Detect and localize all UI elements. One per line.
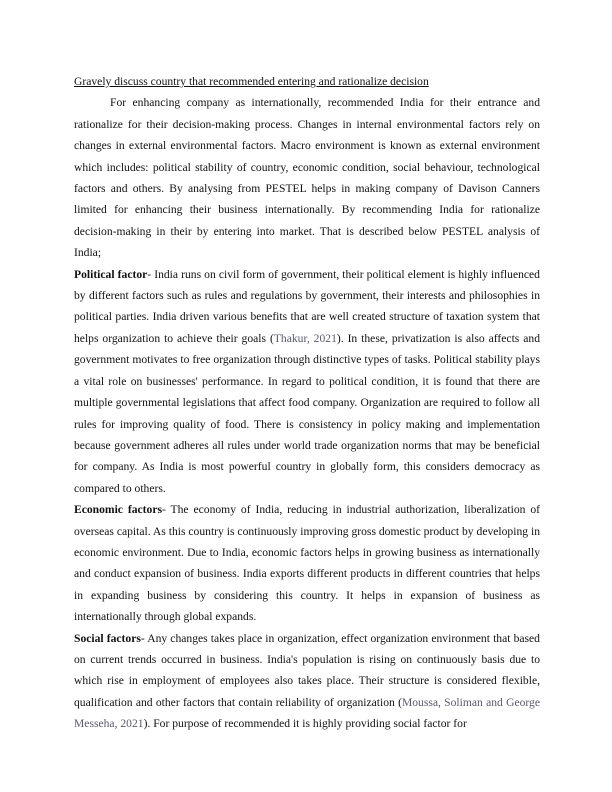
political-factor-label: Political factor [74, 267, 148, 281]
intro-paragraph: For enhancing company as internationally, recommended India for their entrance and rationalize for their decision-making process. Changes in internal environmental factors rely on changes in external environmental factors. Macro environment is known as external environment which includes: political stability of country, economic condition, social behaviour, technological factors and others. By analysing from PESTEL helps in making company of Davison Canners limited for enhancing their business internationally. By recommending India for rationalize decision-making in their by entering into market. That is described below PESTEL analysis of India; [74, 96, 540, 260]
economic-factor-label: Economic factors [74, 503, 162, 517]
social-factor-paragraph [74, 628, 540, 735]
economic-factor-paragraph [74, 499, 540, 627]
social-factor-label: Social factors [74, 631, 141, 645]
political-factor-paragraph [74, 264, 540, 499]
social-citation: Moussa, Soliman and George Messeha, 2021 [74, 695, 541, 731]
political-text-part2: ). In these, privatization is also affects and government motivates to free organization through distinctive types of tasks. Political stability plays a vital role on businesses' performance. In regard to political condition, it is found that there are multiple governmental legislations that affect food company. Organization are required to follow all rules for improving quality of food. There is consistency in policy making and implementation because government adheres all rules under world trade organization norms that may be beneficial for company. As India is most powerful country in globally form, this considers democracy as compared to others. [74, 331, 540, 495]
social-text-part1: - Any changes takes place in organization, effect organization environment that based on current trends occurred in business. India's population is rising on continuously basis due to which rise in employment of employees also takes place. Their structure is considered flexible, qualification and other factors that contain reliability of organization ( [74, 631, 540, 709]
political-citation: Thakur, 2021 [273, 331, 337, 345]
social-text-part2: ). For purpose of recommended it is highly providing social factor for [143, 717, 467, 731]
section-heading: Gravely discuss country that recommended entering and rationalize decision [74, 75, 429, 88]
economic-text: - The economy of India, reducing in industrial authorization, liberalization of overseas capital. As this country is continuously improving gross domestic product by developing in economic environment. Due to India, economic factors helps in growing business as internationally and conduct expansion of business. India exports different products in different countries that helps in expanding business by considering this country. It helps in expansion of business as internationally through global expands. [74, 503, 540, 624]
document-page [74, 71, 540, 735]
political-text-part1: - India runs on civil form of government, their political element is highly influenced by different factors such as rules and regulations by government, their interests and philosophies in political parties. India driven various benefits that are well created structure of taxation system that helps organization to achieve their goals ( [74, 267, 540, 345]
